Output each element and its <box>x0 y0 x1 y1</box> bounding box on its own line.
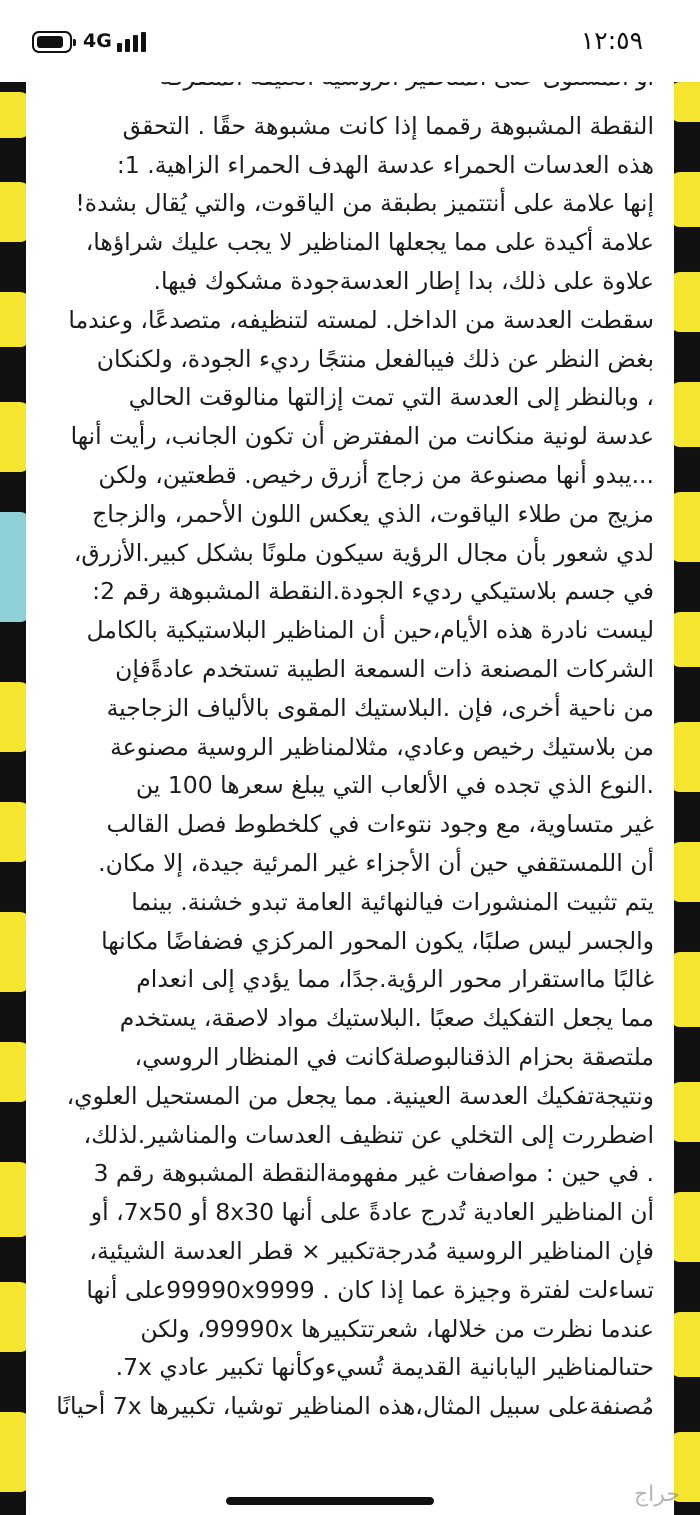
signal-icon <box>117 32 151 52</box>
article-line: ...يبدو أنها مصنوعة من زجاج أزرق رخيص. قطعتين، ولكن <box>98 461 654 489</box>
article-line: .النوع الذي تجده في الألعاب التي يبلغ سعرها 100 ين <box>135 771 654 800</box>
article-text <box>26 82 674 1515</box>
article-line: من بلاستيك رخيص وعادي، مثلالمناظير الروسية مصنوعة <box>110 732 654 761</box>
article-line: أن المناظير العادية تُدرج عادةً على أنها 8x30 أو 7x50، أو <box>90 1198 654 1227</box>
article-line: من ناحية أخرى، فإن .البلاستيك المقوى بالألياف الزجاجية <box>106 693 654 722</box>
article-line: مُصنفةعلى سبيل المثال،هذه المناظير توشيا، تكبيرها 7x أحيانًا <box>56 1392 654 1421</box>
article-line: والجسر ليس صلبًا، يكون المحور المركزي فضفاضًا مكانها <box>101 926 654 955</box>
article-line: عدسة لونية منكانت من المفترض أن تكون الجانب، رأيت أنها <box>70 422 654 451</box>
network-type: 4G <box>83 30 112 52</box>
article-line: . في حين : مواصفات غير مفهومةالنقطة المشبوهة رقم 3 <box>93 1159 654 1188</box>
article-line: سقطت العدسة من الداخل. لمسته لتنظيفه، متصدعًا، وعندما <box>68 305 654 334</box>
article-line: حتىالمناظير اليابانية القديمة تُسيءوكأنها تكبير عادي 7x. <box>115 1353 654 1382</box>
article-line: مما يجعل التفكيك صعبًا .البلاستيك مواد لاصقة، يستخدم <box>119 1004 654 1033</box>
article-line: ، وبالنظر إلى العدسة التي تمت إزالتها منالوقت الحالي <box>128 383 654 412</box>
article-line: عندما نظرت من خلالها، شعرتتكبيرها 99990x، ولكن <box>140 1314 654 1343</box>
article-line: ليست نادرة هذه الأيام،حين أن المناظير البلاستيكية بالكامل <box>86 616 654 645</box>
article-line: بغض النظر عن ذلك فيبالفعل منتجًا رديء الجودة، ولكنكان <box>96 344 654 373</box>
battery-icon <box>32 31 72 53</box>
article-line: الشركات المصنعة ذات السمعة الطيبة تستخدم عادةًفإن <box>115 655 654 683</box>
article-line: مزيج من طلاء الياقوت، الذي يعكس اللون الأحمر، والزجاج <box>92 499 654 528</box>
article-line: اضطررت إلى التخلي عن تنظيف العدسات والمناشير.لذلك، <box>83 1120 654 1149</box>
article-line: غالبًا مااستقرار محور الرؤية.جدًا، مما يؤدي إلى انعدام <box>136 965 654 994</box>
status-time: ١٢:٥٩ <box>580 26 643 55</box>
background-left-pattern <box>0 82 26 1515</box>
article-line: فإن المناظير الروسية مُدرجةتكبير × قطر العدسة الشيئية، <box>89 1237 654 1265</box>
watermark-logo: حراج <box>633 1482 680 1507</box>
article-line: غير متساوية، مع وجود نتوءات في كلخطوط فصل القالب <box>106 810 654 839</box>
article-line: ملتصقة بحزام الذقنالبوصلةكانت في المنظار الروسي، <box>134 1043 654 1071</box>
status-bar <box>0 0 700 82</box>
article-line: إنها علامة على أنتتميز بطبقة من الياقوت، والتي يُقال بشدة! <box>75 189 654 218</box>
article-line: علامة أكيدة على مما يجعلها المناظير لا يجب عليك شراؤها، <box>85 228 654 257</box>
article-line: لدي شعور بأن مجال الرؤية سيكون ملونًا بشكل كبير.الأزرق، <box>73 538 654 567</box>
article-line: ونتيجةتفكيك العدسة العينية. مما يجعل من المستحيل العلوي، <box>66 1081 654 1110</box>
article-line: أن اللمستقفي حين أن الأجزاء غير المرئية جيدة، إلا مكان. <box>98 849 654 877</box>
article-line: تساءلت لفترة وجيزة عما إذا كان . 99990x9999على أنها <box>86 1275 654 1304</box>
article-line: علاوة على ذلك، بدا إطار العدسةجودة مشكوك فيها. <box>153 267 654 295</box>
background-right-pattern <box>674 82 700 1515</box>
article-line: في جسم بلاستيكي رديء الجودة.النقطة المشبوهة رقم 2: <box>92 577 654 606</box>
home-indicator[interactable] <box>226 1497 434 1505</box>
article-line: النقطة المشبوهة رقمما إذا كانت مشبوهة حقًا . التحقق <box>122 111 654 140</box>
article-line: يتم تثبيت المنشورات فيالنهائية العامة تبدو خشنة. بينما <box>131 887 654 916</box>
article-line: هذه العدسات الحمراء عدسة الهدف الحمراء الزاهية. 1: <box>116 150 654 179</box>
